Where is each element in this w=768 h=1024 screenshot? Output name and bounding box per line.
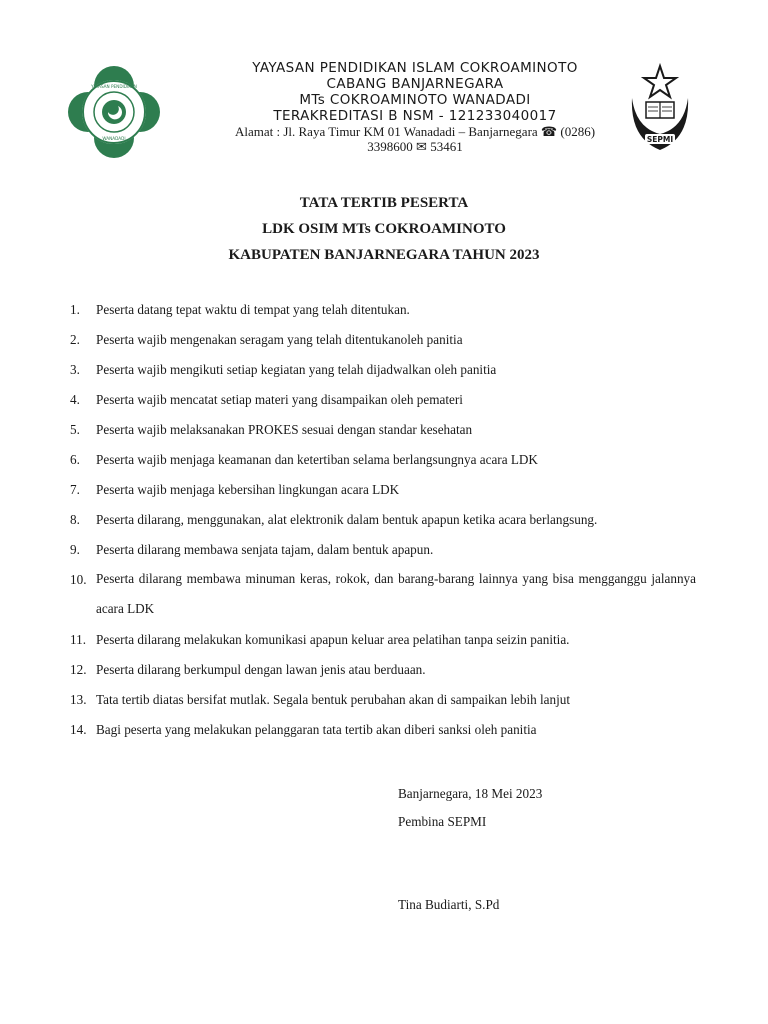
rule-number: 5. xyxy=(70,422,80,437)
letterhead xyxy=(190,60,640,154)
rule-number: 6. xyxy=(70,452,80,467)
school-logo xyxy=(68,66,160,158)
document-subtitle-year: KABUPATEN BANJARNEGARA TAHUN 2023 xyxy=(228,247,540,263)
rule-text: Peserta dilarang membawa senjata tajam, dalam bentuk apapun. xyxy=(96,542,434,557)
rule-text: Tata tertib diatas bersifat mutlak. Segala bentuk perubahan akan di sampaikan lebih lanjut xyxy=(96,692,571,707)
list-item xyxy=(70,302,696,332)
rule-text: Peserta dilarang membawa minuman keras, rokok, dan barang-barang lainnya yang bisa mengganggu jalannya acara LDK xyxy=(96,571,696,616)
letterhead-foundation: YAYASAN PENDIDIKAN ISLAM COKROAMINOTO xyxy=(252,60,578,76)
sepmi-logo-text: SEPMI xyxy=(646,135,674,144)
letterhead-address: Alamat : Jl. Raya Timur KM 01 Wanadadi – Banjarnegara ☎ (0286) xyxy=(234,124,596,139)
rule-text: Peserta dilarang melakukan komunikasi apapun keluar area pelatihan tanpa seizin panitia. xyxy=(96,632,570,647)
document-title: TATA TERTIB PESERTA xyxy=(299,195,469,211)
rule-text: Peserta wajib melaksanakan PROKES sesuai dengan standar kesehatan xyxy=(96,422,473,437)
rule-number: 7. xyxy=(70,482,80,497)
rule-text: Peserta wajib menjaga kebersihan lingkungan acara LDK xyxy=(96,482,400,497)
rule-number: 3. xyxy=(70,362,80,377)
rule-number: 1. xyxy=(70,302,80,317)
sepmi-logo xyxy=(624,58,696,156)
svg-text:YAYASAN PENDIDIKAN: YAYASAN PENDIDIKAN xyxy=(91,84,137,89)
rule-text: Bagi peserta yang melakukan pelanggaran tata tertib akan diberi sanksi oleh panitia xyxy=(96,722,537,737)
list-item xyxy=(70,722,696,752)
letterhead-school: MTs COKROAMINOTO WANADADI xyxy=(299,92,531,108)
list-item xyxy=(70,482,696,512)
svg-text:WANADADI: WANADADI xyxy=(102,136,126,141)
rules-list xyxy=(70,302,696,752)
rule-number: 4. xyxy=(70,392,80,407)
list-item xyxy=(70,632,696,662)
list-item xyxy=(70,452,696,482)
list-item xyxy=(70,662,696,692)
rule-text: Peserta dilarang, menggunakan, alat elektronik dalam bentuk apapun ketika acara berlangsung. xyxy=(96,512,598,527)
rule-text: Peserta datang tepat waktu di tempat yang telah ditentukan. xyxy=(96,302,410,317)
list-item xyxy=(70,362,696,392)
signature-place-date: Banjarnegara, 18 Mei 2023 xyxy=(398,786,543,801)
rule-text: Peserta dilarang berkumpul dengan lawan jenis atau berduaan. xyxy=(96,662,426,677)
letterhead-contact: 3398600 ✉ 53461 xyxy=(367,139,463,154)
rule-number: 13. xyxy=(70,692,87,707)
rule-number: 12. xyxy=(70,662,87,677)
list-item xyxy=(70,572,696,632)
rule-number: 14. xyxy=(70,722,87,737)
rule-text: Peserta wajib mencatat setiap materi yang disampaikan oleh pemateri xyxy=(96,392,463,407)
rule-number: 10. xyxy=(70,572,87,587)
letterhead-accreditation: TERAKREDITASI B NSM - 121233040017 xyxy=(273,108,557,124)
list-item xyxy=(70,512,696,542)
list-item xyxy=(70,692,696,722)
list-item xyxy=(70,332,696,362)
rule-number: 8. xyxy=(70,512,80,527)
letterhead-branch: CABANG BANJARNEGARA xyxy=(326,76,504,92)
rule-number: 9. xyxy=(70,542,80,557)
signature-role: Pembina SEPMI xyxy=(398,814,487,829)
signature-name: Tina Budiarti, S.Pd xyxy=(398,897,500,912)
rule-text: Peserta wajib mengenakan seragam yang telah ditentukanoleh panitia xyxy=(96,332,463,347)
rule-text: Peserta wajib menjaga keamanan dan ketertiban selama berlangsungnya acara LDK xyxy=(96,452,538,467)
rule-number: 2. xyxy=(70,332,80,347)
rule-number: 11. xyxy=(70,632,86,647)
document-subtitle: LDK OSIM MTs COKROAMINOTO xyxy=(262,221,506,237)
list-item xyxy=(70,392,696,422)
rule-text: Peserta wajib mengikuti setiap kegiatan yang telah dijadwalkan oleh panitia xyxy=(96,362,497,377)
list-item xyxy=(70,422,696,452)
